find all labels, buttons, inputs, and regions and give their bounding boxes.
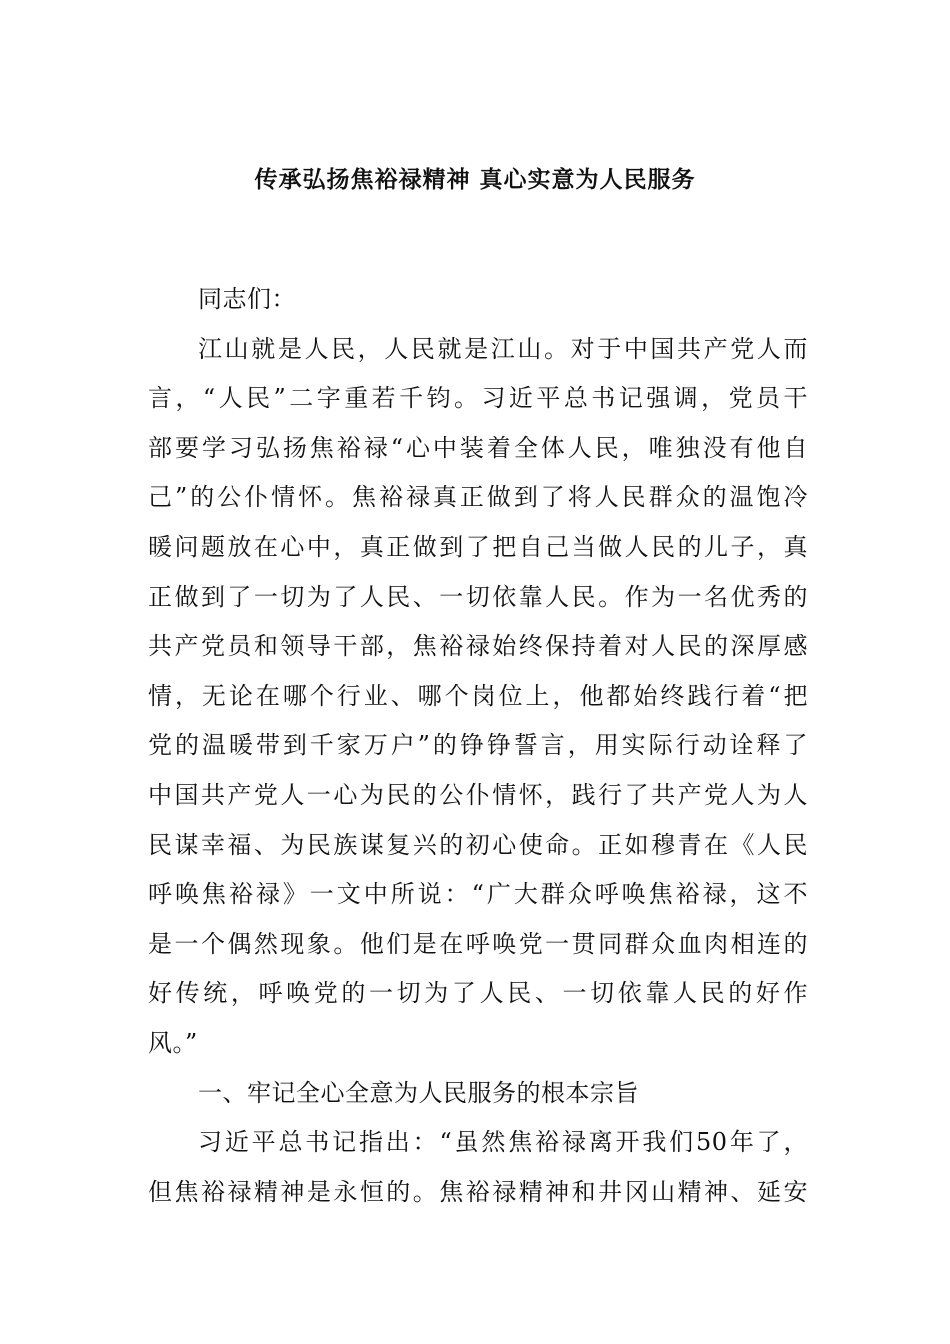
text-line: 中国共产党人一心为民的公仆情怀，践行了共产党人为人 xyxy=(148,780,808,809)
text-line: 是一个偶然现象。他们是在呼唤党一贯同群众血肉相连的 xyxy=(148,929,808,958)
text-line: 言，“人民”二字重若千钧。习近平总书记强调，党员干 xyxy=(148,384,808,413)
text-line: 呼唤焦裕禄》一文中所说：“广大群众呼唤焦裕禄，这不 xyxy=(148,880,808,909)
document-title: 传承弘扬焦裕禄精神 真心实意为人民服务 xyxy=(254,166,696,193)
text-line: 党的温暖带到千家万户”的铮铮誓言，用实际行动诠释了 xyxy=(148,731,808,760)
text-line: 情，无论在哪个行业、哪个岗位上，他都始终践行着“把 xyxy=(148,681,808,710)
text-line: 暖问题放在心中，真正做到了把自己当做人民的儿子，真 xyxy=(148,532,808,561)
text-line: 同志们： xyxy=(198,285,296,313)
document-body xyxy=(148,275,808,1217)
text-line: 好传统，呼唤党的一切为了人民、一切依靠人民的好作 xyxy=(148,979,808,1008)
text-line: 正做到了一切为了人民、一切依靠人民。作为一名优秀的 xyxy=(148,582,808,611)
text-line: 但焦裕禄精神是永恒的。焦裕禄精神和井冈山精神、延安 xyxy=(148,1177,808,1206)
text-line: 共产党员和领导干部，焦裕禄始终保持着对人民的深厚感 xyxy=(148,632,808,661)
text-line: 民谋幸福、为民族谋复兴的初心使命。正如穆青在《人民 xyxy=(148,830,808,859)
text-line: 己”的公仆情怀。焦裕禄真正做到了将人民群众的温饱冷 xyxy=(148,483,808,512)
text-line: 习近平总书记指出：“虽然焦裕禄离开我们50年了， xyxy=(198,1128,808,1157)
text-line: 风。” xyxy=(148,1028,198,1057)
text-line: 一、牢记全心全意为人民服务的根本宗旨 xyxy=(198,1078,639,1107)
text-line: 部要学习弘扬焦裕禄“心中装着全体人民，唯独没有他自 xyxy=(148,433,808,462)
text-line: 江山就是人民，人民就是江山。对于中国共产党人而 xyxy=(198,334,808,363)
